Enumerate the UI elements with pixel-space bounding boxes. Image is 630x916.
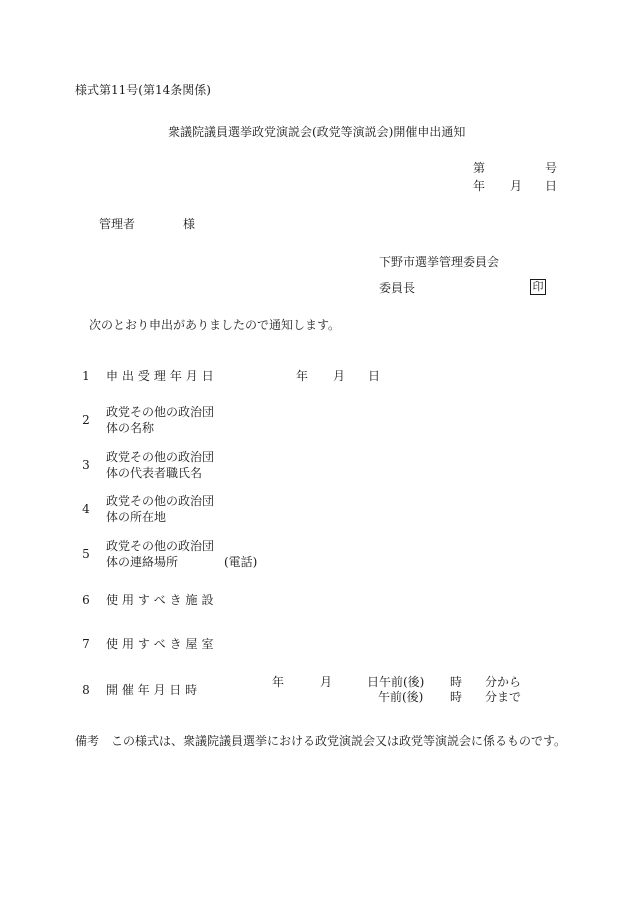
item-label-line2: 体の所在地 [106, 510, 167, 524]
item-label-line2: 体の連絡場所 [106, 555, 179, 569]
item-number: 3 [82, 458, 90, 472]
item-number: 1 [82, 369, 90, 383]
item-number: 4 [82, 502, 90, 516]
item-label-line2: 体の代表者職氏名 [106, 466, 203, 480]
issue-month: 月 [510, 179, 523, 193]
item-label-line1: 政党その他の政治団 [106, 405, 215, 419]
item-label-line1: 政党その他の政治団 [106, 494, 215, 508]
issue-day: 日 [545, 179, 558, 193]
end-hour: 時 [450, 690, 463, 704]
item-number: 7 [82, 637, 90, 651]
issue-number-suffix: 号 [545, 161, 558, 175]
issue-number-prefix: 第 [473, 161, 486, 175]
form-number: 様式第11号(第14条関係) [75, 83, 211, 97]
sender-position: 委員長 [379, 281, 416, 295]
remarks-note: 備考 この様式は、衆議院議員選挙における政党演説会又は政党等演説会に係るものです。 [75, 734, 567, 748]
item-number: 8 [82, 683, 90, 697]
seal-mark: 印 [530, 279, 546, 295]
start-day-ampm: 日午前(後) [367, 675, 425, 689]
item-label-line1: 政党その他の政治団 [106, 450, 215, 464]
item-label-line2: 体の名称 [106, 421, 155, 435]
addressee-label: 管理者 [99, 217, 136, 231]
intro-text: 次のとおり申出がありましたので通知します。 [89, 318, 341, 332]
item-label: 使用すべき施設 [106, 593, 218, 607]
item-number: 2 [82, 413, 90, 427]
addressee-honorific: 様 [183, 217, 196, 231]
start-hour: 時 [450, 675, 463, 689]
issue-year: 年 [473, 179, 486, 193]
item-value-year: 年 [296, 369, 309, 383]
item-number: 5 [82, 547, 90, 561]
start-year: 年 [272, 675, 285, 689]
document-title: 衆議院議員選挙政党演説会(政党等演説会)開催申出通知 [168, 125, 466, 139]
item-value-day: 日 [368, 369, 381, 383]
item-label-line1: 政党その他の政治団 [106, 539, 215, 553]
end-minute: 分まで [485, 690, 522, 704]
end-ampm: 午前(後) [378, 690, 424, 704]
start-minute: 分から [485, 675, 522, 689]
item-label: 使用すべき屋室 [106, 637, 218, 651]
sender-organization: 下野市選挙管理委員会 [379, 255, 500, 269]
item-value-month: 月 [333, 369, 346, 383]
start-month: 月 [320, 675, 333, 689]
phone-label: (電話) [224, 555, 258, 569]
item-number: 6 [82, 593, 90, 607]
item-label: 開 催 年 月 日 時 [106, 683, 198, 697]
item-label: 申出受理年月日 [106, 369, 218, 383]
